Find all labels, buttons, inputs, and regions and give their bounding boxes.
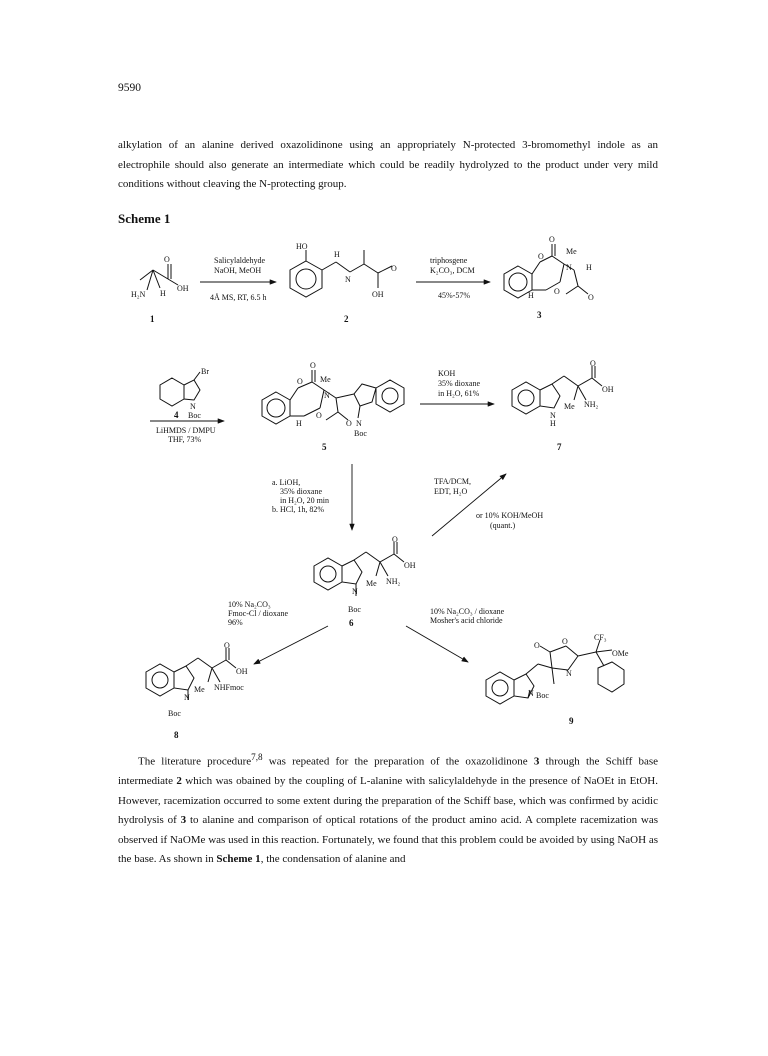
compound-7-h-label: H xyxy=(550,419,556,428)
compound-5-number: 5 xyxy=(322,442,327,452)
condition-lihmds: LiHMDS / DMPU xyxy=(156,426,216,435)
compound-5-h-label: H xyxy=(296,419,302,428)
condition-quant: (quant.) xyxy=(490,521,516,530)
compound-5-me-label: Me xyxy=(320,375,331,384)
compound-9-ome-label: OMe xyxy=(612,649,629,658)
compound-6-oh-label: OH xyxy=(404,561,416,570)
compound-4-structure xyxy=(160,367,209,420)
compound-1-structure xyxy=(131,255,189,299)
compound-6-o-label: O xyxy=(392,535,398,544)
condition-mosher: Mosher's acid chloride xyxy=(430,616,503,625)
compound-8-oh-label: OH xyxy=(236,667,248,676)
compound-7-n-label: N xyxy=(550,411,556,420)
compound-ref-3: 3 xyxy=(533,755,540,768)
condition-edt-h2o: EDT, H₂O xyxy=(434,487,468,496)
compound-ref-3b: 3 xyxy=(180,814,187,827)
body-paragraph xyxy=(118,748,658,870)
compound-5-o-right-label: O xyxy=(346,419,352,428)
compound-9-o-carbonyl-label: O xyxy=(534,641,540,650)
compound-9-n-ring-label: N xyxy=(566,669,572,678)
compound-2-n-label: N xyxy=(345,275,351,284)
compound-5-o-ring-label: O xyxy=(297,377,303,386)
compound-3-o-ring-label: O xyxy=(538,252,544,261)
compound-3-o-carbonyl-label: O xyxy=(549,235,555,244)
compound-2-ho-label: HO xyxy=(296,242,308,251)
condition-ms-rt: 4Å MS, RT, 6.5 h xyxy=(210,293,267,302)
compound-6-number: 6 xyxy=(349,618,354,628)
compound-9-n-indole-label: N xyxy=(528,689,534,698)
compound-5-n-label: N xyxy=(324,391,330,400)
compound-5-boc-label: Boc xyxy=(354,429,367,438)
condition-triphosgene: triphosgene xyxy=(430,256,468,265)
condition-koh-meoh: or 10% KOH/MeOH xyxy=(476,511,544,520)
compound-3-o-right-label: O xyxy=(588,293,594,302)
text-fragment: , the condensation of alanine and xyxy=(260,853,406,866)
compound-6-n-label: N xyxy=(352,587,358,596)
compound-2-number: 2 xyxy=(344,314,349,324)
compound-9-cf3-label: CF₃ xyxy=(594,633,607,642)
compound-ref-2: 2 xyxy=(176,775,182,788)
compound-1-number: 1 xyxy=(150,314,155,324)
scheme-ref: Scheme 1 xyxy=(216,853,261,866)
condition-yield-2: 45%-57% xyxy=(438,291,470,300)
condition-hcl-yield: b. HCl, 1h, 82% xyxy=(272,505,324,514)
condition-thf-yield: THF, 73% xyxy=(168,435,202,444)
compound-9-structure xyxy=(486,633,629,704)
compound-3-me-label: Me xyxy=(566,247,577,256)
condition-fmoc: Fmoc-Cl / dioxane xyxy=(228,609,288,618)
compound-7-oh-label: OH xyxy=(602,385,614,394)
page-number: 9590 xyxy=(118,82,141,94)
compound-4-br-label: Br xyxy=(201,367,209,376)
compound-3-h-bottom-label: H xyxy=(528,291,534,300)
compound-1-oh-label: OH xyxy=(177,284,189,293)
condition-h2o-yield-7: in H₂O, 61% xyxy=(438,389,480,398)
reference-superscript: 7,8 xyxy=(251,752,263,762)
compound-1-h-label: H xyxy=(160,289,166,298)
condition-k2co3-dcm: K₂CO₃, DCM xyxy=(430,266,475,275)
compound-1-o-label: O xyxy=(164,255,170,264)
intro-paragraph: alkylation of an alanine derived oxazolidinone using an appropriately N-protected 3-bromomethyl indole as an electrophile should also generate an intermediate which could be readily hydrolyzed to the product under very mild conditions without cleaving the N-protecting group. xyxy=(118,139,658,190)
compound-1-h2n-label: H₂N xyxy=(131,290,146,299)
condition-lioh: a. LiOH, xyxy=(272,478,301,487)
compound-2-h-label: H xyxy=(334,250,340,259)
compound-4-boc-label: Boc xyxy=(188,411,201,420)
compound-7-nh2-label: NH₂ xyxy=(584,400,599,409)
text-fragment: was repeated for the preparation of the oxazolidinone xyxy=(262,755,534,768)
compound-6-me-label: Me xyxy=(366,579,377,588)
text-fragment: which was obained by the coupling of L-alanine with salicylaldehyde in the presence of NaOEt in EtOH. However, racemization occurred to some extent during the preparation of the Schiff base, which was confirmed by acidic hydrolysis of xyxy=(118,775,658,827)
condition-koh: KOH xyxy=(438,369,456,378)
compound-5-structure xyxy=(262,361,404,438)
compound-8-n-label: N xyxy=(184,693,190,702)
compound-6-structure xyxy=(314,535,416,614)
compound-8-boc-label: Boc xyxy=(168,709,181,718)
compound-7-number: 7 xyxy=(557,442,562,452)
compound-2-structure xyxy=(290,242,397,299)
compound-2-o-label: O xyxy=(391,264,397,273)
compound-9-o-ring-label: O xyxy=(562,637,568,646)
text-fragment: The literature procedure xyxy=(138,755,252,768)
condition-yield-8: 96% xyxy=(228,618,243,627)
reaction-arrow-8 xyxy=(406,626,468,662)
compound-5-o-lower-label: O xyxy=(316,411,322,420)
compound-8-o-label: O xyxy=(224,641,230,650)
compound-3-n-label: N xyxy=(566,263,572,272)
compound-3-structure xyxy=(504,235,594,302)
compound-7-structure xyxy=(512,359,614,428)
compound-3-o-lower-label: O xyxy=(554,287,560,296)
condition-h2o-time: in H₂O, 20 min xyxy=(280,496,330,505)
condition-tfa-dcm: TFA/DCM, xyxy=(434,477,471,486)
compound-4-n-label: N xyxy=(190,402,196,411)
condition-salicylaldehyde: Salicylaldehyde xyxy=(214,256,266,265)
compound-8-nhfmoc-label: NHFmoc xyxy=(214,683,244,692)
compound-9-number: 9 xyxy=(569,716,574,726)
scheme-title: Scheme 1 xyxy=(118,211,171,226)
compound-2-oh-label: OH xyxy=(372,290,384,299)
compound-5-indole-n-label: N xyxy=(356,419,362,428)
condition-naoh-meoh: NaOH, MeOH xyxy=(214,266,262,275)
reaction-arrow-7 xyxy=(254,626,328,664)
compound-5-o-carbonyl-label: O xyxy=(310,361,316,370)
condition-dioxane-6: 35% dioxane xyxy=(280,487,322,496)
compound-3-h-label: H xyxy=(586,263,592,272)
compound-7-me-label: Me xyxy=(564,402,575,411)
compound-6-boc-label: Boc xyxy=(348,605,361,614)
compound-8-number: 8 xyxy=(174,730,179,740)
condition-dioxane-7: 35% dioxane xyxy=(438,379,480,388)
compound-4-number: 4 xyxy=(174,410,179,420)
text-fragment: through the Schiff base intermediate xyxy=(118,755,658,788)
text-fragment: to alanine and comparison of optical rotations of the product amino acid. A complete racemization was observed if NaOMe was used in this reaction. Fortunately, we found that this problem could be avoided by using NaOH as the base. As shown in xyxy=(118,814,658,866)
condition-na2co3-9: 10% Na₂CO₃ / dioxane xyxy=(430,607,505,616)
compound-8-me-label: Me xyxy=(194,685,205,694)
compound-9-boc-label: Boc xyxy=(536,691,549,700)
compound-3-number: 3 xyxy=(537,310,542,320)
condition-na2co3-8: 10% Na₂CO₃ xyxy=(228,600,271,609)
compound-6-nh2-label: NH₂ xyxy=(386,577,401,586)
compound-8-structure xyxy=(146,641,248,718)
compound-7-o-label: O xyxy=(590,359,596,368)
